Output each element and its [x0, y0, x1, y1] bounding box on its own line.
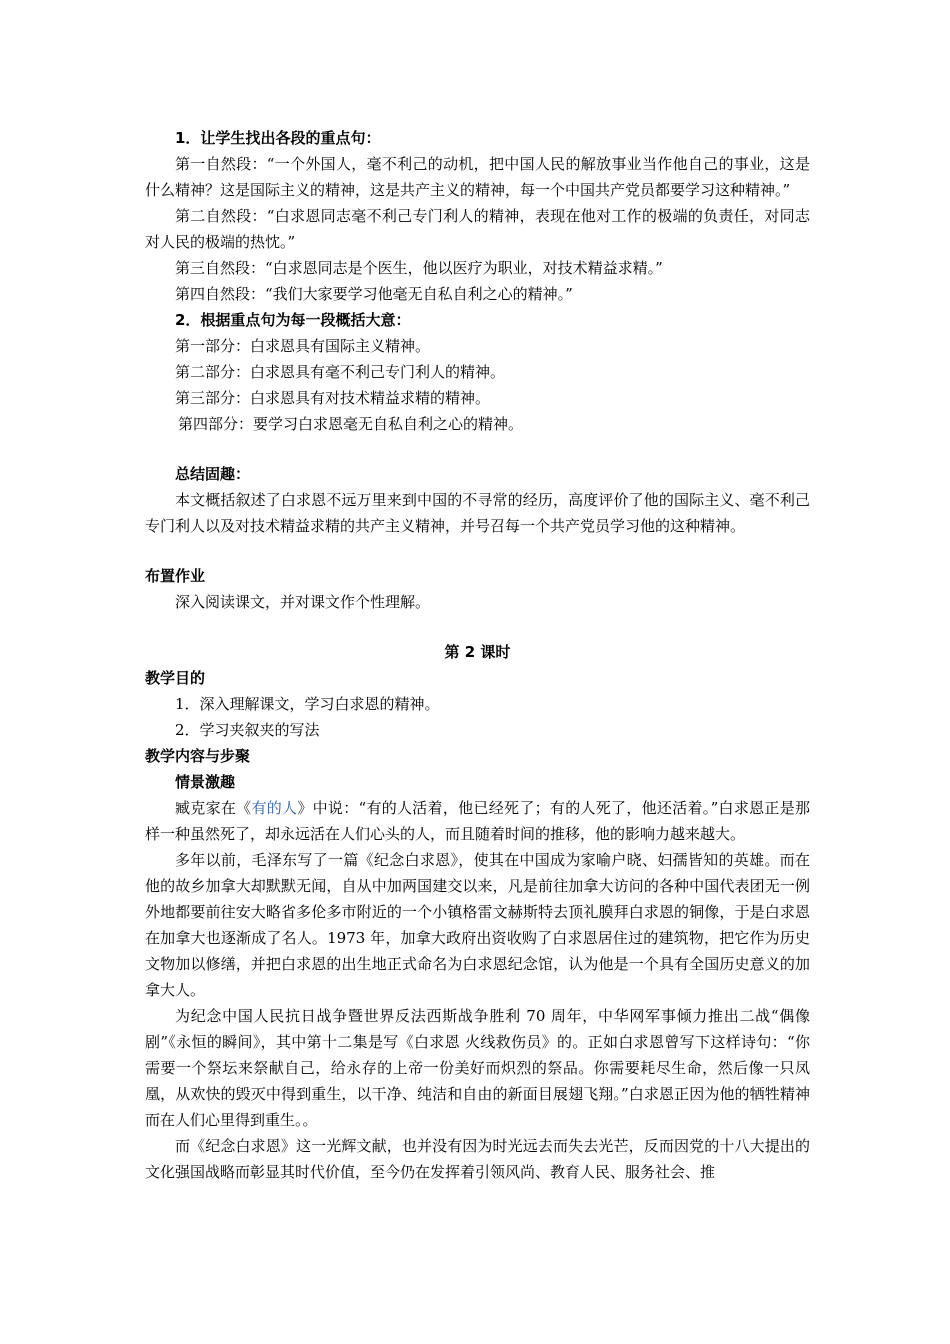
para1-before: 臧克家在《 — [175, 799, 252, 817]
poem-link[interactable]: 有的人 — [251, 799, 298, 817]
section-heading-main-ideas: 2．根据重点句为每一段概括大意： — [175, 311, 411, 329]
intro-paragraph-1 — [145, 795, 810, 847]
goal-item-2: 2．学习夹叙夹的写法 — [175, 721, 320, 739]
part-summary-2: 第二部分：白求恩具有毫不利己专门利人的精神。 — [175, 363, 506, 381]
homework-heading: 布置作业 — [145, 567, 206, 585]
part-summary-1: 第一部分：白求恩具有国际主义精神。 — [175, 337, 431, 355]
summary-heading: 总结固趣： — [175, 465, 251, 483]
key-sentence-3: 第三自然段：“白求恩同志是个医生，他以医疗为职业，对技术精益求精。” — [175, 259, 663, 277]
goals-heading: 教学目的 — [145, 669, 206, 687]
spacer — [145, 539, 810, 563]
intro-paragraph-3: 为纪念中国人民抗日战争暨世界反法西斯战争胜利 70 周年，中华网军事倾力推出二战“偶像剧”《永恒的瞬间》，其中第十二集是写《白求恩 火线救伤员》的。正如白求恩曾写下这样诗句：“你需要一个祭坛来祭献自己，给永存的上帝一份美好而炽烈的祭品。你需要耗尽生命，然后像一只凤凰，从欢快的毁灭中得到重生，以干净、纯洁和自由的新面目展翅飞翔。”白求恩正因为他的牺牲精神而在人们心里得到重生。。 — [145, 1007, 810, 1129]
intro-paragraph-4: 而《纪念白求恩》这一光辉文献，也并没有因为时光远去而失去光芒，反而因党的十八大提出的文化强国战略而彰显其时代价值，至今仍在发挥着引领风尚、教育人民、服务社会、推 — [145, 1137, 810, 1181]
document-page — [145, 125, 810, 1185]
lesson-title: 第 2 课时 — [444, 643, 511, 661]
part-summary-4: 第四部分：要学习白求恩毫无自私自利之心的精神。 — [178, 415, 524, 433]
goal-item-1: 1．深入理解课文，学习白求恩的精神。 — [175, 695, 440, 713]
steps-heading: 教学内容与步聚 — [145, 747, 251, 765]
summary-text: 本文概括叙述了白求恩不远万里来到中国的不寻常的经历，高度评价了他的国际主义、毫不利己专门利人以及对技术精益求精的共产主义精神，并号召每一个共产党员学习他的这种精神。 — [145, 491, 810, 535]
para1-after: 》中说：“有的人活着，他已经死了；有的人死了，他还活着。”白求恩正是那样一种虽然死了，却永远活在人们心头的人，而且随着时间的推移，他的影响力越来越大。 — [145, 799, 810, 843]
intro-heading: 情景激趣 — [175, 773, 236, 791]
homework-text: 深入阅读课文，并对课文作个性理解。 — [175, 593, 431, 611]
spacer — [145, 615, 810, 639]
key-sentence-1: 第一自然段：“一个外国人，毫不利己的动机，把中国人民的解放事业当作他自己的事业，这是什么精神？这是国际主义的精神，这是共产主义的精神，每一个中国共产党员都要学习这种精神。” — [145, 155, 810, 199]
intro-paragraph-2: 多年以前，毛泽东写了一篇《纪念白求恩》，使其在中国成为家喻户晓、妇孺皆知的英雄。而在他的故乡加拿大却默默无闻，自从中加两国建交以来，凡是前往加拿大访问的各种中国代表团无一例外地都要前往安大略省多伦多市附近的一个小镇格雷文赫斯特去顶礼膜拜白求恩的铜像，于是白求恩在加拿大也逐渐成了名人。1973 年，加拿大政府出资收购了白求恩居住过的建筑物，把它作为历史文物加以修缮，并把白求恩的出生地正式命名为白求恩纪念馆，认为他是一个具有全国历史意义的加拿大人。 — [145, 851, 810, 999]
part-summary-3: 第三部分：白求恩具有对技术精益求精的精神。 — [175, 389, 491, 407]
section-heading-key-sentences: 1．让学生找出各段的重点句： — [175, 129, 381, 147]
key-sentence-4: 第四自然段：“我们大家要学习他毫无自私自利之心的精神。” — [175, 285, 573, 303]
key-sentence-2: 第二自然段：“白求恩同志毫不利己专门利人的精神，表现在他对工作的极端的负责任，对同志对人民的极端的热忱。” — [145, 207, 810, 251]
spacer — [145, 437, 810, 461]
